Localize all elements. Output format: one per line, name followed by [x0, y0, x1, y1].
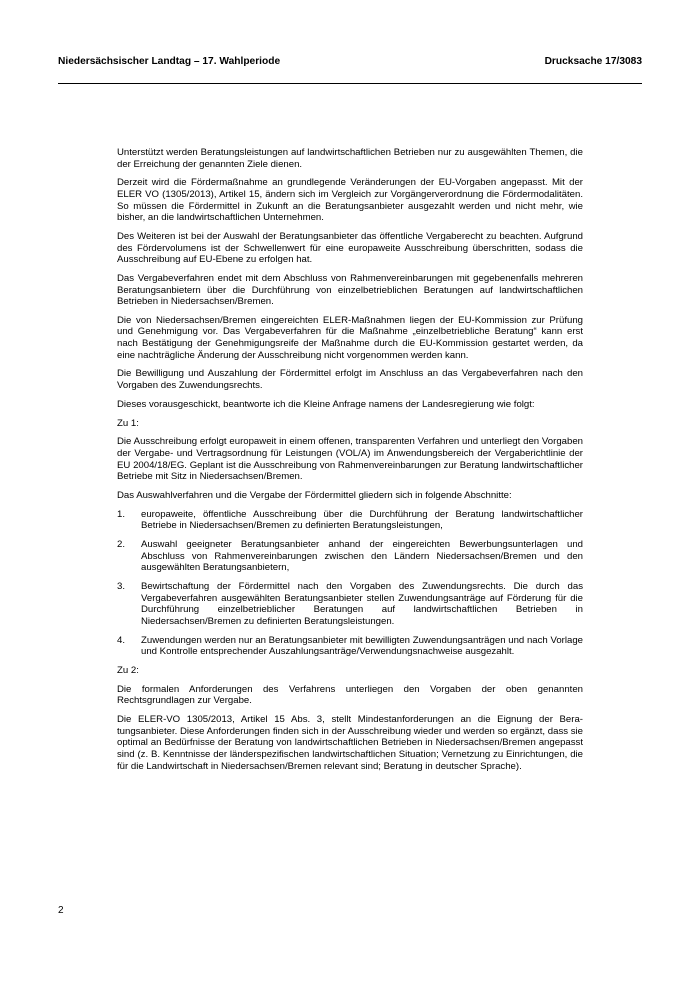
- paragraph: Das Vergabeverfahren endet mit dem Abschluss von Rahmenvereinbarungen mit gegebenenfalls mehreren Beratungsanbietern über die Durchführung von einzelbetrieblichen Beratungen auf landwirtschaftlichen Betrieben in Niedersachsen/Bremen.: [117, 272, 583, 308]
- parliament-title: Niedersächsischer Landtag – 17. Wahlperiode: [58, 56, 281, 67]
- page-number: 2: [58, 905, 64, 916]
- list-number: 1.: [117, 508, 126, 520]
- paragraph: Die Bewilligung und Auszahlung der Fördermittel erfolgt im Anschluss an das Vergabeverfahren nach den Vorgaben des Zuwendungsrechts.: [117, 368, 583, 392]
- paragraph: Dieses vorausgeschickt, beantworte ich die Kleine Anfrage namens der Landesregierung wie folgt:: [117, 398, 535, 410]
- list-text: Bewirtschaftung der Fördermittel nach den Vorgaben des Zuwendungsrechts. Die durch das Vergabeverfahren ausgewählten Beratungsanbieter stellen Zuwendungsanträge auf Förderung für die Durchführung einzelbetrieblicher Beratungen auf landwirtschaftlichen Betrieben in Niedersachsen/Bremen zu definierten Beratungsleistungen.: [141, 581, 583, 627]
- paragraph: Das Auswahlverfahren und die Vergabe der Fördermittel gliedern sich in folgende Abschnitte:: [117, 489, 512, 501]
- procedure-list: [117, 509, 583, 658]
- section-heading-zu-2: Zu 2:: [117, 665, 139, 676]
- list-number: 2.: [117, 539, 126, 551]
- list-text: europaweite, öffentliche Ausschreibung über die Durchführung der Beratung landwirtschaftlicher Betriebe in Niedersachsen/Bremen zu definierten Beratungsleistungen,: [141, 508, 583, 532]
- paragraph: Die Ausschreibung erfolgt europaweit in einem offenen, transparenten Verfahren und unterliegt den Vorgaben der Vergabe- und Vertragsordnung für Leistungen (VOL/A) im Anwendungsbereich der Vergaberichtlinie der EU 2004/18/EG. Geplant ist die Ausschreibung von Rahmenvereinbarungen zur Beratung landwirtschaftlicher Betriebe mit Sitz in Niedersachsen/Bremen.: [117, 436, 583, 483]
- list-number: 3.: [117, 581, 126, 593]
- paragraph: Unterstützt werden Beratungsleistungen auf landwirtschaftlichen Betrieben nur zu ausgewählten Themen, die der Erreichung der genannten Ziele dienen.: [117, 147, 583, 170]
- list-item: [117, 509, 583, 532]
- list-item: [117, 635, 583, 658]
- paragraph: Die formalen Anforderungen des Verfahrens unterliegen den Vorgaben der oben genannten Rechtsgrundlagen zur Vergabe.: [117, 683, 583, 707]
- header-divider: [58, 83, 642, 84]
- list-text: Zuwendungen werden nur an Beratungsanbieter mit bewilligten Zuwendungsanträgen und nach Vorlage und Kontrolle entsprechender Auszahlungsanträge/Verwendungsnachweise ausgezahlt.: [141, 634, 583, 658]
- document-body: [117, 147, 583, 779]
- list-item: [117, 581, 583, 627]
- document-number: Drucksache 17/3083: [544, 56, 642, 67]
- paragraph: Die ELER-VO 1305/2013, Artikel 15 Abs. 3, stellt Mindestanforderungen an die Eignung der Beratungsanbieter. Diese Anforderungen finden sich in der Ausschreibung wieder und werden so ergänzt, dass sie optimal an Bedürfnisse der Beratung von landwirtschaftlichen Betrieben in Niedersachsen/Bremen angepasst sind (z. B. Kenntnisse der länderspezifischen landwirtschaftlichen Situation; Vernetzung zu Einrichtungen, die für die Landwirtschaft in Niedersachsen/Bremen relevant sind; Beratung in deutscher Sprache).: [117, 714, 583, 772]
- section-heading-zu-1: Zu 1:: [117, 417, 139, 429]
- list-number: 4.: [117, 634, 126, 646]
- paragraph: Des Weiteren ist bei der Auswahl der Beratungsanbieter das öffentliche Vergaberecht zu beachten. Aufgrund des Fördervolumens ist der Schwellenwert für eine europaweite Ausschreibung überschritten, sodass die Ausschreibung auf EU-Ebene zu erfolgen hat.: [117, 230, 583, 266]
- list-text: Auswahl geeigneter Beratungsanbieter anhand der eingereichten Bewerbungsunterlagen und Abschluss von Rahmenvereinbarungen zwischen den Ländern Niedersachsen/Bremen und den ausgewählten Beratungsanbietern,: [141, 539, 583, 574]
- paragraph: Derzeit wird die Fördermaßnahme an grundlegende Veränderungen der EU-Vorgaben angepasst. Mit der ELER VO (1305/2013), Artikel 15, ändern sich im Vergleich zur Vorgängerverordnung die Fördermodalitäten. So müssen die Fördermittel in Zukunft an die Beratungsanbieter ausgezahlt werden und nicht mehr, wie bisher, an die landwirtschaftlichen Unternehmen.: [117, 177, 583, 224]
- list-item: [117, 539, 583, 574]
- paragraph: Die von Niedersachsen/Bremen eingereichten ELER-Maßnahmen liegen der EU-Kommission zur Prüfung und Genehmigung vor. Das Vergabeverfahren für die Maßnahme „einzelbetriebliche Beratung“ kann erst nach Bestätigung der Genehmigungsreife der Maßnahme durch die EU-Kommission gestartet werden, da eine nachträgliche Änderung der Ausschreibung nicht vorgenommen werden kann.: [117, 314, 583, 361]
